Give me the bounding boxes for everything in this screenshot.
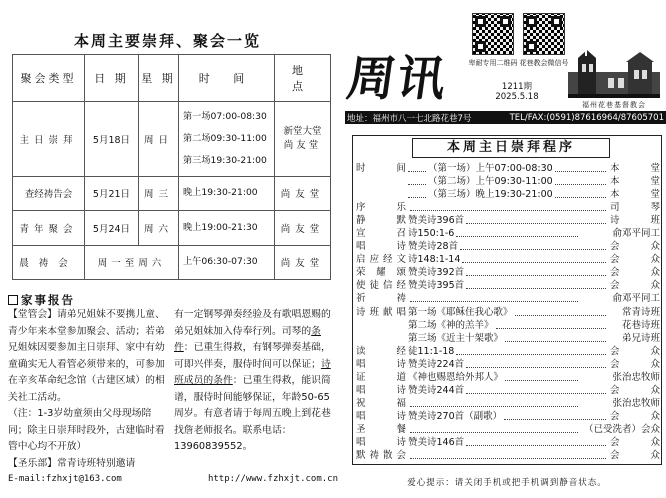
announcement-label: 【圣乐部】: [8, 457, 57, 469]
order-item-content: [408, 426, 580, 433]
order-item-text: 诗150:1-6: [408, 228, 455, 240]
order-item-content: [408, 188, 608, 201]
meeting-place: 尚友堂: [275, 176, 331, 210]
checkbox-square-icon: [8, 295, 18, 305]
schedule-title: 本周主要崇拜、聚会一览: [73, 32, 261, 50]
order-item-leader: 会众: [610, 437, 660, 448]
schedule-table: [12, 54, 331, 280]
order-item-text: 赞美诗392首: [408, 267, 465, 279]
order-item: [356, 306, 660, 319]
leader-dots: [408, 165, 426, 172]
header-type: 聚会类型: [13, 55, 85, 102]
order-item-label: 唱诗: [356, 410, 406, 422]
order-item: [356, 188, 660, 201]
order-item-label: 唱诗: [356, 358, 406, 370]
order-item-label: 诗班献唱: [356, 306, 406, 318]
table-row: [13, 101, 331, 176]
announcement-text: 有一定钢琴弹奏经验及有歌唱恩赐的弟兄姐妹加入侍奉行列。司琴的: [174, 309, 331, 337]
leader-dots: [410, 426, 578, 433]
order-item-label: 读经: [356, 345, 406, 357]
order-item-leader: 诗班: [610, 215, 660, 227]
leader-dots: [462, 256, 606, 263]
order-item-label: 祝福: [356, 397, 406, 409]
leader-dots: [466, 282, 606, 289]
order-item-leader: 会众: [610, 267, 660, 279]
announcement-text: ：已重生得救，能识简谱，服侍时间能够保证，年龄50-65周岁。有意者请于每周五晚上到花巷找詹老师报名。联系电话：13960839552。: [174, 375, 331, 452]
meeting-time: 上午06:30-07:30: [179, 245, 275, 279]
order-item-leader: 弟兄诗班: [621, 332, 660, 344]
church-phone: TEL/FAX:(0591)87616964/87605701: [509, 112, 664, 123]
order-item-leader: 会众: [610, 450, 660, 462]
order-item-label: 静默: [356, 215, 406, 227]
table-row: [13, 176, 331, 210]
order-item-label: 唱诗: [356, 437, 406, 448]
order-item: [356, 227, 660, 240]
leader-dots: [466, 387, 606, 394]
leader-dots: [515, 309, 606, 316]
order-item-leader: 会众: [610, 254, 660, 266]
announcement-text: 请弟兄姐妹不要携儿童、青少年来本堂参加聚会、活动；若弟兄姐妹因要参加主日崇拜、家中有幼童确实无人看管必须带来的，可参加在辛亥革命纪念馆（古建区域）的相关社工活动。: [8, 309, 165, 403]
order-item-text: 赞美诗244首: [408, 384, 465, 396]
leader-dots: [456, 348, 606, 355]
order-item-text: （第三场）晚上19:30-21:00: [428, 189, 553, 201]
order-item-leader: 会众: [610, 241, 660, 253]
order-item-label: 祈祷: [356, 293, 406, 305]
leader-dots: [505, 335, 606, 342]
meeting-date: 5月21日: [85, 176, 139, 210]
order-item-content: [408, 253, 608, 266]
leader-dots: [504, 413, 606, 420]
order-item: [356, 292, 660, 305]
order-item-content: [408, 204, 608, 211]
meeting-place: 尚友堂: [275, 245, 331, 279]
order-item-text: （第二场）上午09:30-11:00: [428, 176, 553, 188]
order-item-leader: 张治忠牧师: [612, 397, 660, 409]
address-bar: [345, 111, 666, 124]
order-item-content: [408, 162, 608, 175]
qr2-label: 花巷教会微信号: [519, 59, 569, 67]
order-item-content: [408, 358, 608, 371]
church-name: 福州花巷基督教会: [582, 101, 646, 109]
order-item-content: [408, 279, 608, 292]
order-item-text: 赞美诗146首: [408, 437, 465, 448]
meeting-weekday: 周六: [139, 211, 179, 245]
leader-dots: [555, 191, 606, 198]
order-list: [356, 162, 660, 462]
order-item: [356, 266, 660, 279]
leader-dots: [410, 295, 578, 302]
leader-dots: [466, 361, 606, 368]
order-item: [356, 240, 660, 253]
meeting-time: 晚上19:00-21:30: [179, 211, 275, 245]
order-item: [356, 449, 660, 462]
order-item: [356, 214, 660, 227]
order-item-content: [408, 266, 608, 279]
order-item-content: [408, 306, 608, 319]
footer-website: http://www.fzhxjt.com.cn: [207, 474, 338, 484]
meeting-type: 青年聚会: [13, 211, 85, 245]
order-title: 本周主日崇拜程序: [412, 138, 610, 158]
church-address: 地址：福州市八一七北路花巷7号: [347, 113, 472, 124]
order-item-leader: 本堂: [610, 176, 660, 188]
announcement-paragraph: [174, 307, 336, 456]
order-item-content: [408, 319, 608, 332]
meeting-time: 第二场09:30-11:00: [183, 132, 267, 144]
order-item-content: [408, 371, 580, 384]
announcement-text: 常青诗班特别邀请: [56, 457, 136, 469]
leader-dots: [505, 374, 578, 381]
header-place: 地 点: [275, 55, 331, 102]
announcement-underlined: 条件: [174, 325, 321, 353]
order-item: [356, 345, 660, 358]
order-item-content: [408, 436, 608, 449]
leader-dots: [466, 269, 606, 276]
table-row: [13, 211, 331, 245]
order-item-text: 第二场《神的羔羊》: [408, 319, 494, 331]
order-item-text: 赞美诗396首: [408, 215, 465, 227]
leader-dots: [466, 439, 606, 446]
order-item-leader: （已受洗者）会众: [583, 423, 660, 435]
footer-note: 爱心提示：请关闭手机或把手机调到静音状态。: [407, 478, 607, 488]
leader-dots: [408, 191, 426, 198]
header-time: 时 间: [179, 55, 275, 102]
meeting-time: 第一场07:00-08:30: [183, 110, 267, 122]
order-item-content: [408, 240, 608, 253]
announcement-paragraph: [8, 307, 166, 406]
header-weekday: 星 期: [139, 55, 179, 102]
order-item-leader: 俞邓平同工: [612, 228, 660, 240]
order-item-label: 宣召: [356, 228, 406, 240]
order-item-content: [408, 400, 580, 407]
order-item-leader: 俞邓平同工: [612, 293, 660, 305]
meeting-time: 第三场19:30-21:00: [183, 154, 267, 166]
schedule-header-row: [13, 55, 331, 102]
meeting-date: 5月18日: [85, 101, 139, 176]
order-item-text: 第一场《耶稣住我心歌》: [408, 306, 513, 318]
order-item-leader: 司琴: [610, 202, 660, 214]
announcements-column-1: [8, 307, 166, 472]
order-item-leader: 会众: [610, 358, 660, 370]
order-item: [356, 436, 660, 449]
order-item-content: [408, 452, 608, 459]
announcement-note: （注：1-3岁幼童须由父母现场陪同；除主日崇拜时段外，古建临时看管中心均不开放）: [8, 408, 165, 452]
footer-contact: [8, 474, 338, 484]
order-item-text: 徒11:1-18: [408, 345, 455, 357]
order-item-label: 使徒信经: [356, 280, 406, 292]
order-item-content: [408, 295, 580, 302]
order-item: [356, 410, 660, 423]
qr-code-icon: [472, 13, 514, 55]
order-item-leader: 张治忠牧师: [612, 371, 660, 383]
order-item-leader: 本堂: [610, 189, 660, 201]
announcements-heading-text: 家事报告: [21, 293, 75, 307]
qr-code-icon: [523, 13, 565, 55]
announcements-heading: [8, 292, 75, 308]
meeting-type: 查经祷告会: [13, 176, 85, 210]
meeting-type: 晨祷会: [13, 245, 85, 279]
order-item-text: 《神也赐恩给外邦人》: [408, 371, 504, 383]
meeting-place: [275, 101, 331, 176]
meeting-times: [179, 101, 275, 176]
order-item-label: 序乐: [356, 202, 406, 214]
announcement-label: 【堂管会】: [8, 309, 57, 320]
order-item: [356, 371, 660, 384]
footer-email: E-mail:fzhxjt@163.com: [8, 474, 122, 484]
order-item-text: 赞美诗270首（副歌）: [408, 410, 503, 422]
order-item-content: [408, 332, 608, 345]
announcement-text: ：已重生得救，有钢琴弹奏基础，可即兴伴奏，服侍时间可以保证；: [174, 342, 331, 370]
order-item: [356, 201, 660, 214]
order-item: [356, 397, 660, 410]
order-item-label: 荣耀颂: [356, 267, 406, 279]
order-item-content: [408, 214, 608, 227]
order-item-label: 时间: [356, 163, 406, 175]
order-item-leader: 会众: [610, 410, 660, 422]
order-item: [356, 384, 660, 397]
order-item-content: [408, 175, 608, 188]
meeting-date: 周一至周六: [85, 245, 179, 279]
order-item-text: 赞美诗224首: [408, 358, 465, 370]
order-item-leader: 会众: [610, 384, 660, 396]
order-item-leader: 花巷诗班: [621, 319, 660, 331]
order-item-text: 第三场《近主十架歌》: [408, 332, 504, 344]
order-item-label: 圣餐: [356, 423, 406, 435]
order-item-leader: 会众: [610, 345, 660, 357]
place-line: 尚友堂: [283, 139, 322, 151]
meeting-time: 晚上19:30-21:00: [179, 176, 275, 210]
order-item-label: 唱诗: [356, 384, 406, 396]
meeting-weekday: 周三: [139, 176, 179, 210]
order-item: [356, 279, 660, 292]
announcements-column-2: [174, 307, 336, 456]
leader-dots: [555, 178, 606, 185]
order-item: [356, 175, 660, 188]
leader-dots: [466, 217, 606, 224]
header-date: 日 期: [85, 55, 139, 102]
order-item: [356, 253, 660, 266]
order-item-content: [408, 410, 608, 423]
leader-dots: [460, 243, 606, 250]
meeting-weekday: 周日: [139, 101, 179, 176]
table-row: [13, 245, 331, 279]
leader-dots: [555, 165, 606, 172]
order-item-leader: 常青诗班: [621, 306, 660, 318]
order-item-leader: 本堂: [610, 163, 660, 175]
order-item-label: 证道: [356, 371, 406, 383]
order-item: [356, 319, 660, 332]
order-item: [356, 358, 660, 371]
leader-dots: [410, 452, 606, 459]
order-item-text: （第一场）上午07:00-08:30: [428, 163, 553, 175]
issue-number: 1211期: [501, 82, 533, 92]
order-item: [356, 332, 660, 345]
leader-dots: [496, 322, 606, 329]
order-item: [356, 162, 660, 175]
leader-dots: [410, 400, 578, 407]
qr1-label: 卑耐专用二维码: [468, 59, 518, 67]
order-item-content: [408, 227, 580, 240]
order-item-text: 赞美诗28首: [408, 241, 459, 253]
order-item: [356, 423, 660, 436]
church-building-icon: [568, 50, 660, 98]
meeting-place: 尚友堂: [275, 211, 331, 245]
leader-dots: [456, 230, 578, 237]
announcement-paragraph: [8, 456, 166, 473]
order-item-text: 诗148:1-14: [408, 254, 461, 266]
order-item-content: [408, 345, 608, 358]
leader-dots: [408, 178, 426, 185]
place-line: 新堂大堂: [283, 125, 322, 137]
order-item-label: 启应经文: [356, 254, 406, 266]
order-item-label: 默祷散会: [356, 450, 406, 462]
masthead-title: 周讯: [343, 51, 452, 107]
announcement-underlined: 诗班成员的条件: [174, 358, 331, 386]
order-item-label: 唱诗: [356, 241, 406, 253]
leader-dots: [410, 204, 606, 211]
order-item-text: 赞美诗395首: [408, 280, 465, 292]
meeting-date: 5月24日: [85, 211, 139, 245]
issue-date: 2025.5.18: [495, 92, 539, 102]
order-item-content: [408, 384, 608, 397]
order-item-leader: 会众: [610, 280, 660, 292]
meeting-type: 主日崇拜: [13, 101, 85, 176]
